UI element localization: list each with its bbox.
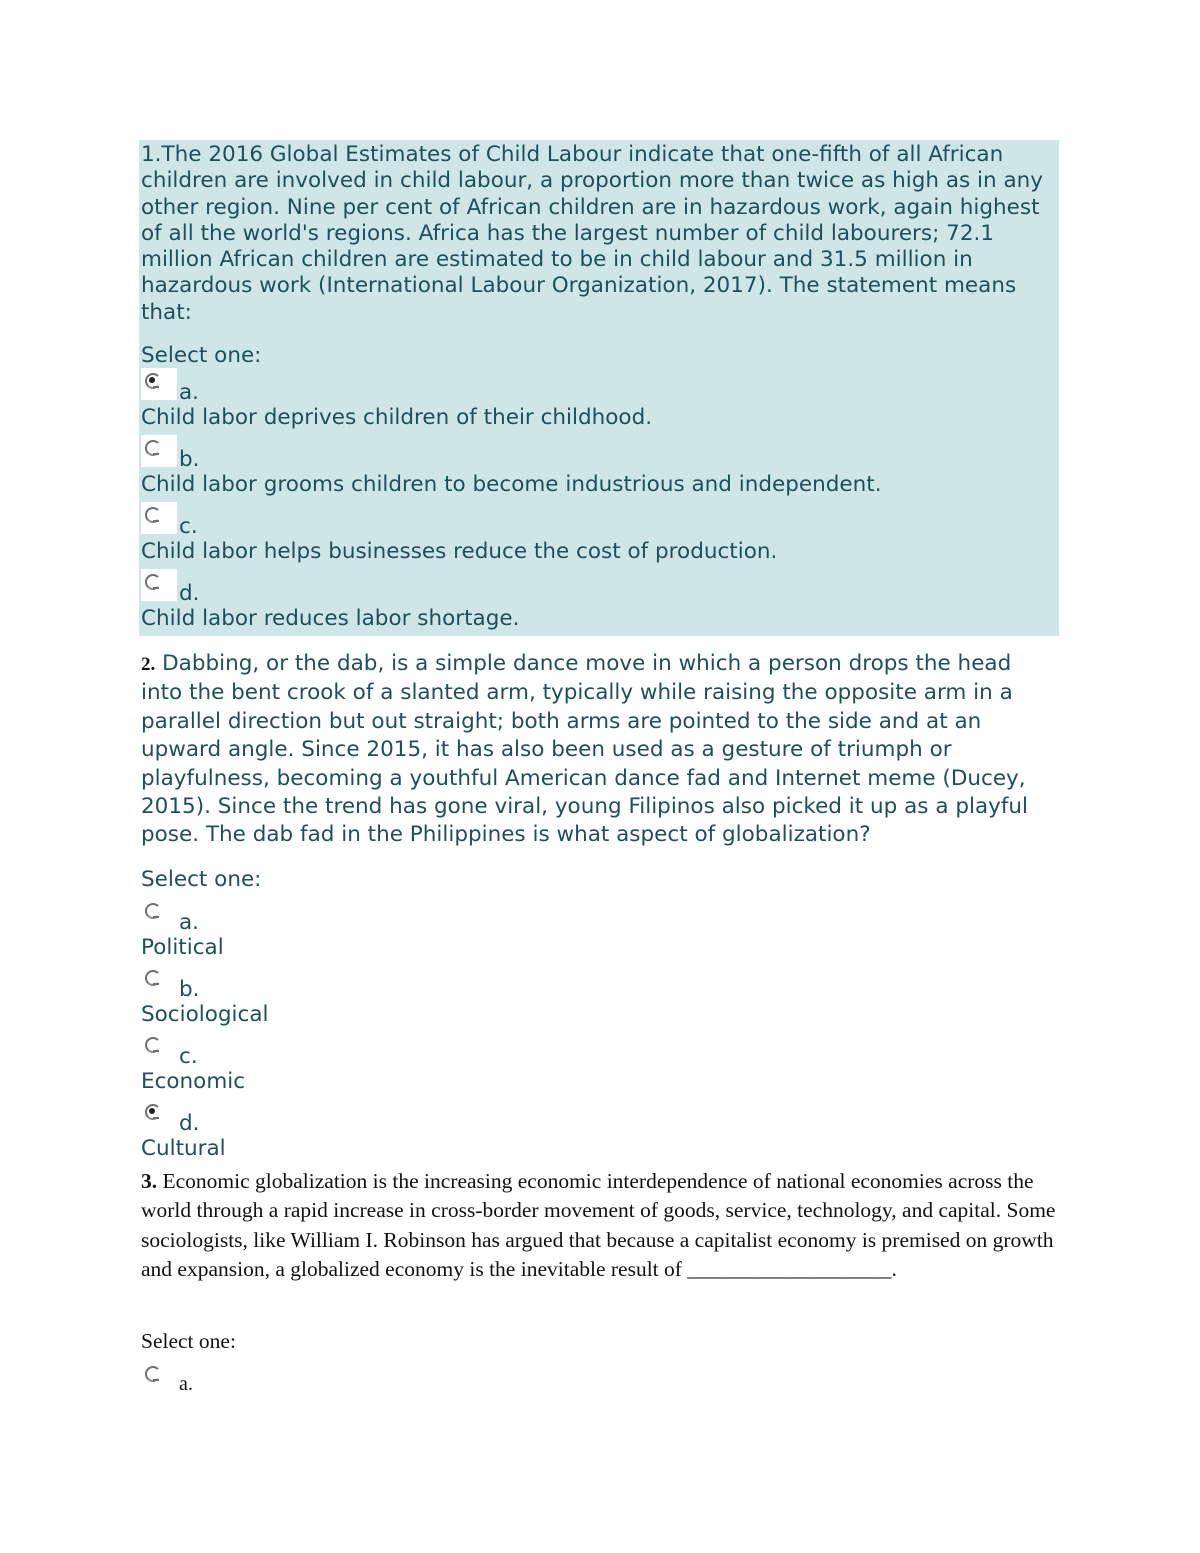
option-letter: a. [179,380,200,405]
question-3 [139,1165,1059,1405]
option-letter: c. [179,514,198,539]
radio-selected-dot [149,377,155,383]
select-one-label: Select one: [141,867,262,892]
option-text: Child labor deprives children of their childhood. [141,405,653,430]
question-3-text [141,1167,1059,1285]
radio-shadow [153,983,159,985]
radio-shadow [153,386,159,388]
radio-shadow [153,1379,159,1381]
radio-button[interactable] [141,569,177,601]
radio-shadow [153,916,159,918]
radio-shadow [153,1050,159,1052]
question-stem: Economic globalization is the increasing economic interdependence of national economies across the world through a rapid increase in cross-border movement of goods, service, technology, and capital. Some sociologists, like William I. Robinson has argued that because a capitalist economy is premised on growth and expansion, a globalized economy is the inevitable result of ___________________. [141,1169,1061,1282]
option-c[interactable] [141,1032,1041,1098]
option-d[interactable] [141,1099,1041,1165]
radio-button[interactable] [141,1361,177,1393]
radio-button[interactable] [141,1099,177,1131]
question-2 [139,648,1059,1168]
question-stem: The 2016 Global Estimates of Child Labour indicate that one-fifth of all African children are involved in child labour, a proportion more than twice as high as in any other region. Nine per cent of African children are in hazardous work, again highest of all the world's regions. Africa has the largest number of child labourers; 72.1 million African children are estimated to be in child labour and 31.5 million in hazardous work (International Labour Organization, 2017). The statement means that: [141,142,1050,325]
option-letter: b. [179,447,200,472]
question-number: 1. [141,142,162,167]
option-letter: a. [179,910,200,935]
radio-button[interactable] [141,368,177,400]
radio-shadow [153,587,159,589]
option-text: Sociological [141,1002,269,1027]
radio-button[interactable] [141,965,177,997]
question-2-text [141,650,1059,850]
option-letter: d. [179,1111,200,1136]
option-letter: b. [179,977,200,1002]
question-number: 3. [141,1169,158,1193]
option-letter: c. [179,1044,198,1069]
question-1-text [141,142,1056,326]
option-letter: a. [179,1373,193,1395]
option-text: Economic [141,1069,246,1094]
option-text: Child labor grooms children to become industrious and independent. [141,472,882,497]
question-stem: Dabbing, or the dab, is a simple dance move in which a person drops the head into the bent crook of a slanted arm, typically while raising the opposite arm in a parallel direction but out straight; both arms are pointed to the side and at an upward angle. Since 2015, it has also been used as a gesture of triumph or playfulness, becoming a youthful American dance fad and Internet meme (Ducey, 2015). Since the trend has gone viral, young Filipinos also picked it up as a playful pose. The dab fad in the Philippines is what aspect of globalization? [141,651,1035,848]
option-text: Child labor helps businesses reduce the cost of production. [141,539,778,564]
radio-button[interactable] [141,435,177,467]
question-number: 2. [141,654,156,675]
select-one-label: Select one: [141,343,262,368]
option-text: Child labor reduces labor shortage. [141,606,520,631]
radio-button[interactable] [141,502,177,534]
option-d[interactable] [141,569,1041,635]
option-a[interactable] [141,1361,1041,1427]
radio-shadow [153,520,159,522]
option-text: Cultural [141,1136,226,1161]
option-b[interactable] [141,965,1041,1031]
option-b[interactable] [141,435,1041,501]
radio-button[interactable] [141,1032,177,1064]
radio-button[interactable] [141,898,177,930]
option-letter: d. [179,581,200,606]
option-a[interactable] [141,368,1041,434]
question-1 [139,140,1059,636]
radio-selected-dot [149,1108,155,1114]
option-text: Political [141,935,224,960]
option-a[interactable] [141,898,1041,964]
radio-shadow [153,453,159,455]
option-c[interactable] [141,502,1041,568]
select-one-label: Select one: [141,1329,236,1353]
radio-shadow [153,1117,159,1119]
